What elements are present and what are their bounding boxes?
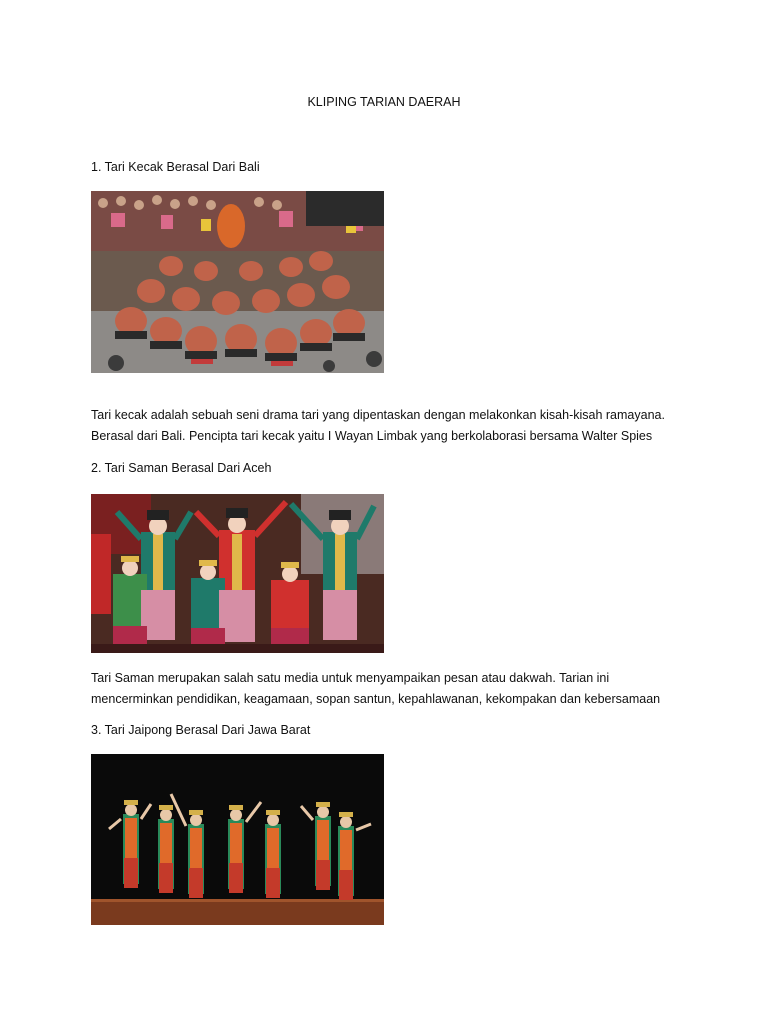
section-heading-saman: 2. Tari Saman Berasal Dari Aceh [91,461,272,475]
paragraph-line: Tari Saman merupakan salah satu media untuk menyampaikan pesan atau dakwah. Tarian ini [91,671,610,685]
section-heading-kecak: 1. Tari Kecak Berasal Dari Bali [91,160,260,174]
paragraph-line: mencerminkan pendidikan, keagamaan, sopan santun, kepahlawanan, kekompakan dan kebersamaan [91,692,661,706]
paragraph-saman [91,668,691,710]
photo-tari-kecak [91,191,384,373]
photo-tari-jaipong [91,754,384,925]
paragraph-line: Tari kecak adalah sebuah seni drama tari yang dipentaskan dengan melakonkan kisah-kisah ramayana. [91,408,665,422]
photo-tari-saman [91,494,384,653]
section-heading-jaipong: 3. Tari Jaipong Berasal Dari Jawa Barat [91,723,311,737]
paragraph-kecak [91,405,691,447]
paragraph-line: Berasal dari Bali. Pencipta tari kecak yaitu I Wayan Limbak yang berkolaborasi bersama Walter Spies [91,429,653,443]
page-title: KLIPING TARIAN DAERAH [307,95,461,109]
